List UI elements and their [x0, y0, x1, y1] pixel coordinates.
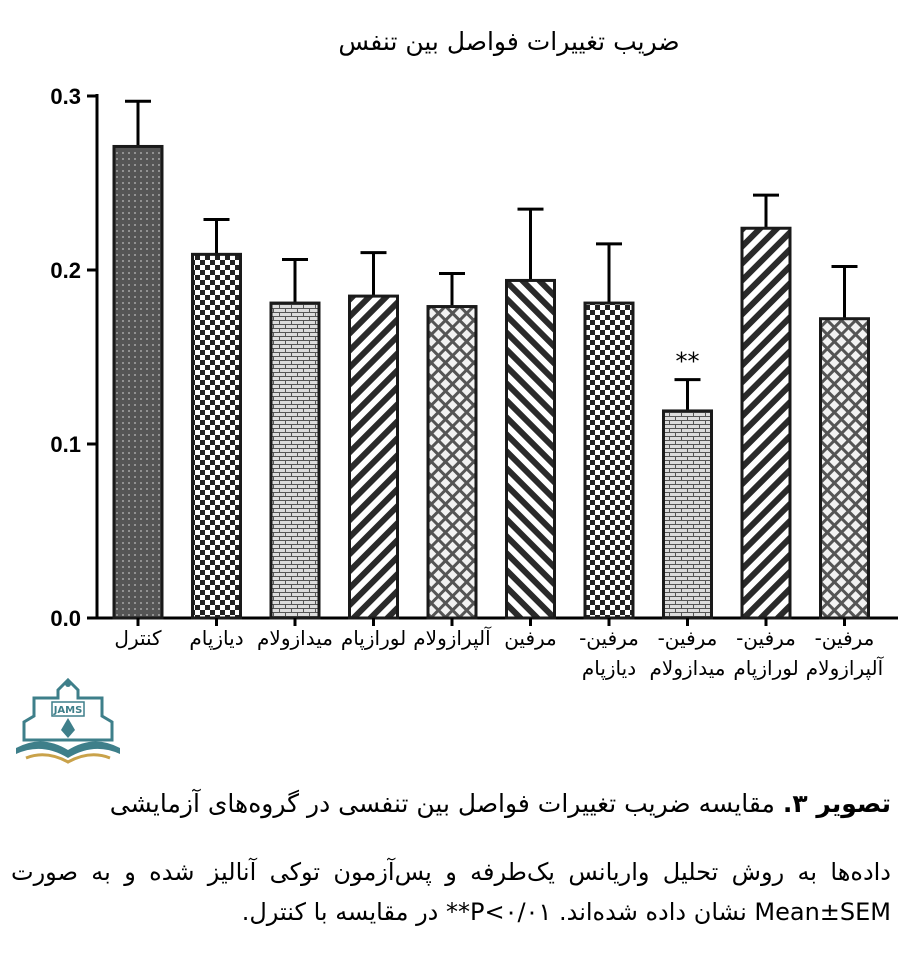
x-tick-label: مرفین [504, 626, 557, 650]
caption-text-3: در مقایسه با کنترل. [241, 898, 439, 926]
x-tick-label: میدازولام [649, 656, 726, 680]
chart-title: ضریب تغییرات فواصل بین تنفس [338, 27, 680, 56]
bar-6 [585, 303, 633, 618]
x-tick-label: لورازپام [340, 626, 407, 650]
y-tick-label: 0.0 [50, 606, 81, 631]
x-tick-label: مرفین- [657, 626, 718, 650]
figure-label: تصویر ۳. [782, 789, 891, 818]
y-tick-label: 0.3 [50, 84, 81, 109]
x-tick-label: دیازپام [581, 656, 637, 680]
x-tick-label: مرفین- [579, 626, 639, 650]
caption-text-2: نشان داده شده‌اند. [558, 898, 747, 926]
x-tick-label: آلپرازولام [805, 656, 884, 680]
x-tick-label: کنترل [114, 626, 162, 650]
x-tick-label: لورازپام [733, 656, 799, 680]
caption-p-value: **P<۰/۰۱ [446, 898, 552, 926]
bar-1 [193, 254, 241, 618]
bar-0 [114, 146, 162, 618]
journal-logo [12, 676, 124, 768]
x-tick-label: مرفین- [736, 626, 796, 650]
figure-caption-body [11, 852, 891, 932]
y-tick-label: 0.2 [50, 258, 81, 283]
bar-3 [350, 296, 398, 618]
bar-5 [507, 280, 555, 618]
bar-4 [428, 307, 476, 618]
plot-area [50, 84, 898, 681]
y-tick-label: 0.1 [50, 432, 81, 457]
x-tick-label: آلپرازولام [413, 626, 491, 650]
x-tick-label: میدازولام [257, 626, 333, 650]
significance-annotation: ** [675, 347, 700, 376]
logo-text: JAMS [53, 705, 83, 716]
bar-9 [821, 319, 869, 618]
figure-caption-title [11, 786, 891, 822]
figure-title: مقایسه ضریب تغییرات فواصل بین تنفسی در گروه‌های آزمایشی [109, 789, 775, 818]
bar-2 [271, 303, 319, 618]
x-tick-label: مرفین- [814, 626, 875, 650]
x-tick-label: دیازپام [189, 626, 244, 650]
caption-mean-sem: Mean±SEM [754, 898, 891, 926]
bar-7 [664, 411, 712, 618]
bar-8 [742, 228, 790, 618]
caption-text-1: داده‌ها به روش تحلیل واریانس یک‌طرفه و پس‌آزمون توکی آنالیز شده و به صورت [11, 858, 891, 886]
